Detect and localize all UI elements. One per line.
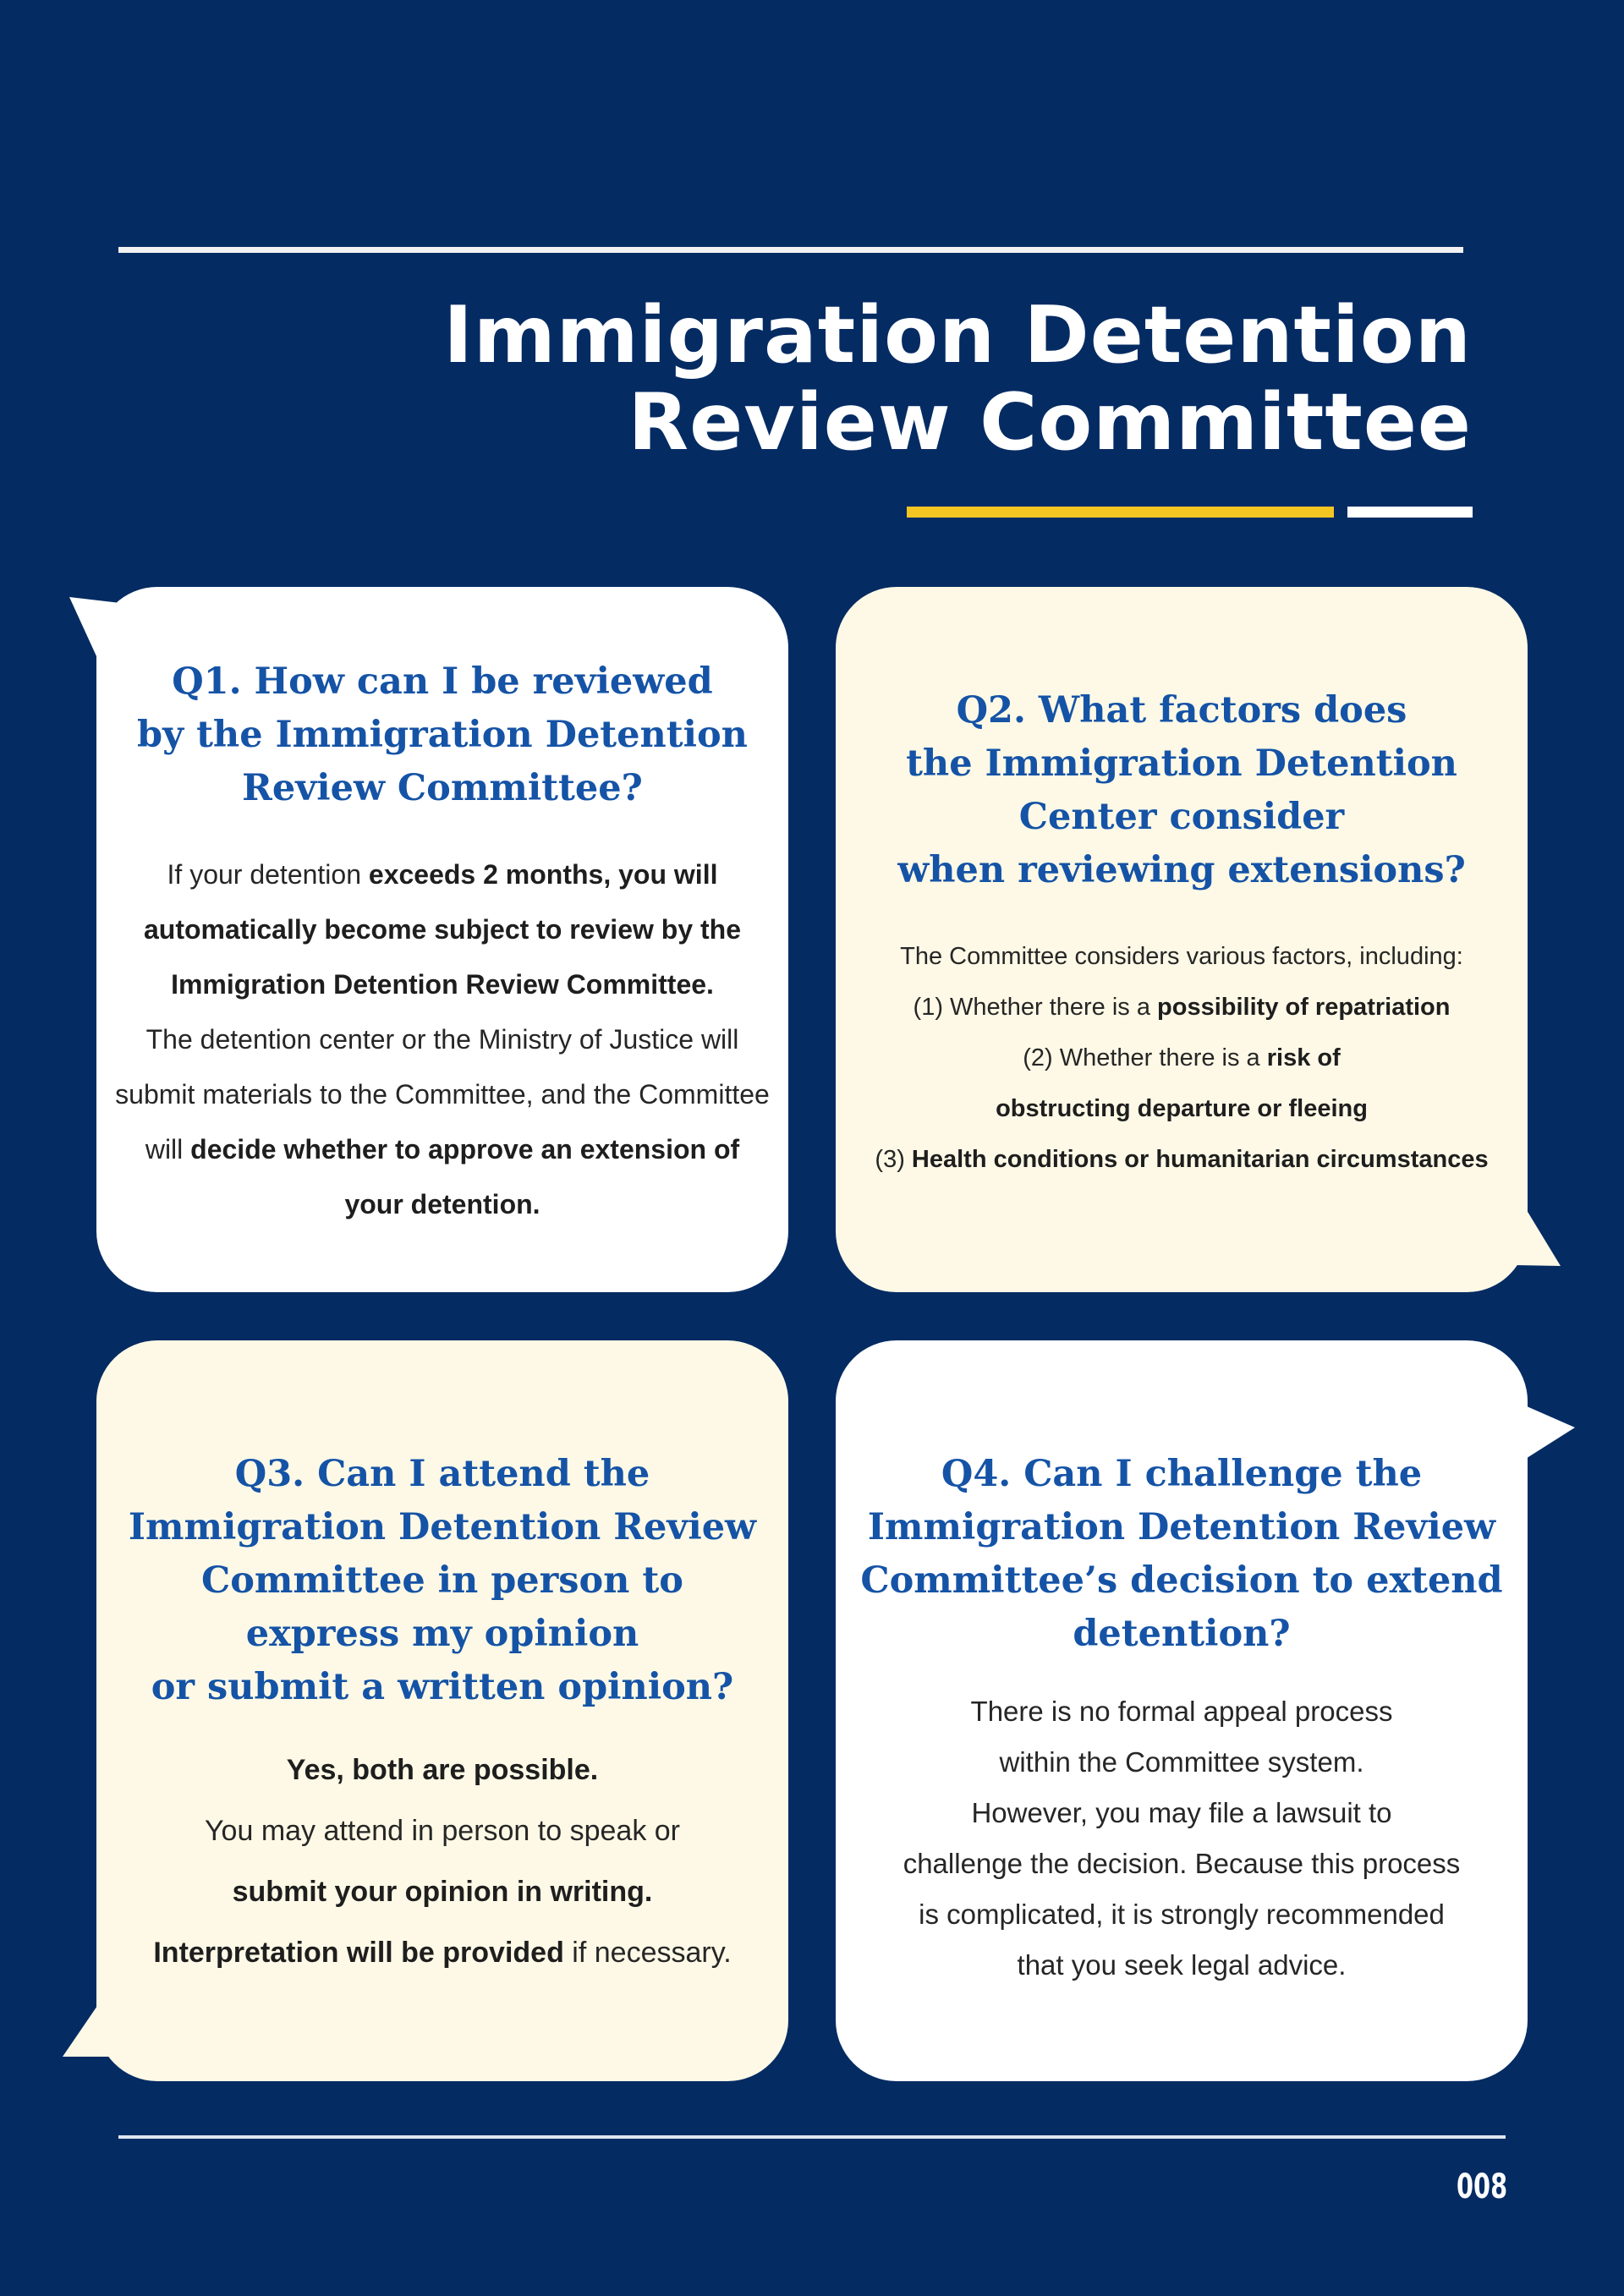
q1-answer-emphasis: exceeds 2 months, you will automatically become subject to review by the Immigration Detention Review Committee. [144,859,741,1000]
q3-question-line: express my opinion [245,1613,639,1655]
q1-question [137,655,748,815]
q3-question-line: or submit a written opinion? [151,1666,734,1708]
q3-answer-text: if necessary. [563,1937,732,1969]
q2-factor-emphasis: obstructing departure or fleeing [996,1095,1368,1122]
title-line-2: Review Committee [628,376,1472,468]
q4-question-line: Committee’s decision to extend [860,1559,1503,1602]
title-line-1: Immigration Detention [443,289,1472,381]
q1-answer-text: If your detention [167,859,369,890]
q3-question-line: Committee in person to [201,1559,683,1602]
faq-card-q2 [836,587,1528,1292]
q2-answer [843,931,1520,1185]
q2-question-line: Center consider [1018,796,1345,838]
page-number: 008 [1456,2167,1507,2206]
q4-question-line: detention? [1073,1613,1291,1655]
q1-answer-text: The detention center or the Ministry of Justice will submit materials to the Committee, and the Committee will [115,1024,770,1164]
q1-question-line: Review Committee? [242,767,643,809]
q2-factor-3 [843,1134,1520,1185]
q2-factor-emphasis: Health conditions or humanitarian circumstances [911,1146,1489,1173]
q2-question [897,684,1466,897]
q2-factor-1 [843,982,1520,1033]
q4-question-line: Immigration Detention Review [867,1506,1496,1548]
q2-factor-emphasis: risk of [1266,1044,1341,1071]
q2-factor-text: (3) [875,1146,912,1173]
q3-answer-text: You may attend in person to speak or [205,1815,680,1847]
faq-card-q3 [96,1340,788,2081]
q4-answer-line: However, you may file a lawsuit to [971,1797,1392,1828]
q3-answer-emphasis: Yes, both are possible. [286,1754,599,1786]
q2-factor-text: (2) Whether there is a [1023,1044,1267,1071]
q4-answer-line: that you seek legal advice. [1017,1949,1347,1981]
q1-answer [112,847,772,1232]
q3-answer-emphasis: submit your opinion in writing. [232,1876,653,1908]
q4-question-line: Q4. Can I challenge the [941,1453,1423,1495]
faq-card-q1 [96,587,788,1292]
bottom-divider [118,2135,1506,2139]
q3-question [129,1448,756,1714]
q4-answer-line: There is no formal appeal process [970,1696,1393,1727]
q2-factor-text: (1) Whether there is a [913,994,1158,1021]
q2-question-line: when reviewing extensions? [897,849,1466,891]
q3-answer-emphasis: Interpretation will be provided [153,1937,564,1969]
q3-question-line: Q3. Can I attend the [234,1453,650,1495]
q4-answer [877,1686,1486,1991]
q1-question-line: Q1. How can I be reviewed [172,660,713,703]
q2-intro: The Committee considers various factors, including: [900,943,1463,970]
q3-answer [108,1740,776,1983]
q4-answer-line: within the Committee system. [999,1746,1364,1778]
q2-question-line: the Immigration Detention [906,743,1457,785]
q4-answer-line: is complicated, it is strongly recommended [919,1899,1445,1930]
faq-card-q4 [836,1340,1528,2081]
q4-answer-line: challenge the decision. Because this process [903,1848,1461,1879]
q2-question-line: Q2. What factors does [956,689,1407,732]
q1-question-line: by the Immigration Detention [137,714,748,756]
q3-question-line: Immigration Detention Review [128,1506,757,1548]
q1-answer-emphasis: decide whether to approve an extension of your detention. [190,1134,740,1219]
q2-factor-emphasis: possibility of repatriation [1157,994,1451,1021]
q4-question [860,1448,1502,1661]
q2-factor-2 [843,1033,1520,1083]
